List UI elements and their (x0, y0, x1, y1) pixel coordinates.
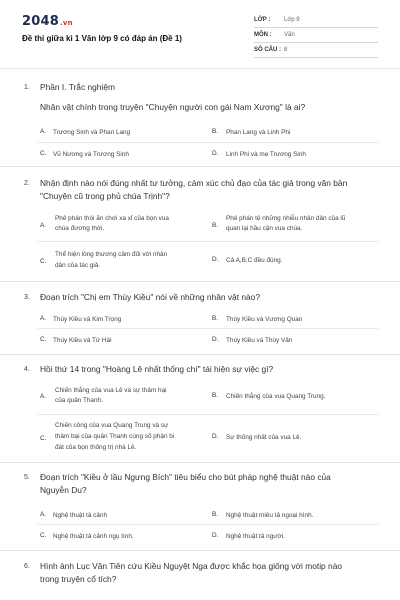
option-c[interactable]: Thúy Kiều và Từ Hải (53, 337, 112, 344)
option-letter: C. (40, 336, 47, 343)
question-number: 1. (24, 84, 30, 91)
info-row-grade (254, 13, 378, 28)
question-text-line: Hình ảnh Lục Vân Tiên cứu Kiều Nguyệt Nga được khắc họa giống với motip nào (40, 561, 343, 571)
question-number: 4. (24, 366, 30, 373)
option-letter: D. (212, 433, 219, 440)
option-c-line[interactable]: Thể hiện lòng thương cảm đối với nhân (55, 251, 168, 258)
option-letter: B. (212, 315, 219, 322)
question-text-line: Nguyễn Du? (40, 485, 87, 495)
page-header (0, 0, 400, 68)
option-a-line[interactable]: chúa đương thời. (55, 225, 105, 232)
question-divider (0, 462, 400, 463)
option-c-line[interactable]: thảm bại của quân Thanh cùng số phận bi (55, 433, 175, 440)
option-letter: D. (212, 256, 219, 263)
question-text: Nhân vật chính trong truyện "Chuyện người con gái Nam Xương" là ai? (40, 102, 306, 112)
option-c-line[interactable]: đát của bọn thống trị nhà Lê. (55, 444, 137, 451)
option-d[interactable]: Nghệ thuật tả người. (226, 533, 285, 540)
option-letter: D. (212, 532, 219, 539)
question-divider (0, 354, 400, 355)
option-letter: C. (40, 150, 47, 157)
question-number: 2. (24, 180, 30, 187)
question-number: 5. (24, 474, 30, 481)
option-c-line[interactable]: Chiến công của vua Quang Trung và sự (55, 422, 169, 429)
option-c[interactable]: Vũ Nương và Trương Sinh (53, 151, 129, 158)
option-letter: B. (212, 511, 219, 518)
site-logo[interactable] (22, 14, 73, 29)
option-d-line[interactable]: Sự thống nhất của vua Lê. (226, 434, 302, 441)
option-letter: B. (212, 222, 219, 229)
page-title: Đề thi giữa kì 1 Văn lớp 9 có đáp án (Đề 1) (22, 34, 182, 43)
question-text-line: Đoạn trích "Kiều ở lầu Ngưng Bích" tiêu biểu cho bút pháp nghệ thuật nào của (40, 472, 331, 482)
option-a-line[interactable]: của quân Thanh. (55, 397, 103, 404)
option-letter: C. (40, 435, 47, 442)
option-b[interactable]: Phan Lang và Linh Phi (226, 129, 291, 136)
question-text: Đoạn trích "Chị em Thúy Kiều" nói về những nhân vật nào? (40, 292, 260, 302)
question-text-line: "Chuyện cũ trong phủ chúa Trịnh"? (40, 191, 170, 201)
question-text-line: trong truyện cổ tích? (40, 574, 117, 584)
logo-text: 2048 (22, 14, 59, 29)
option-a[interactable]: Thúy Kiều và Kim Trọng (53, 316, 122, 323)
info-row-subject (254, 28, 378, 43)
option-b-line[interactable]: Phê phán tệ những nhiễu nhân dân của lũ (226, 215, 346, 222)
question-divider (0, 550, 400, 551)
option-letter: D. (212, 336, 219, 343)
option-c[interactable]: Nghệ thuật tả cảnh ngụ tình. (53, 533, 134, 540)
question-text-line: Nhận định nào nói đúng nhất tư tưởng, cảm xúc chủ đạo của tác giả trong văn bản (40, 178, 348, 188)
option-a-line[interactable]: Chiến thắng của vua Lê và sự thảm hại (55, 387, 167, 394)
info-value: Văn (284, 32, 295, 38)
option-letter: A. (40, 128, 47, 135)
question-text: Hồi thứ 14 trong "Hoàng Lê nhất thống chí" tái hiện sự việc gì? (40, 364, 274, 374)
option-divider (38, 328, 378, 329)
option-a[interactable]: Trương Sinh và Phan Lang (53, 129, 131, 136)
option-a[interactable]: Nghệ thuật tả cảnh (53, 512, 108, 519)
question-divider (0, 281, 400, 282)
info-value: 8 (284, 47, 288, 53)
option-divider (38, 524, 378, 525)
header-divider (0, 68, 400, 69)
option-divider (38, 142, 378, 143)
option-letter: A. (40, 315, 47, 322)
section-title: Phần I. Trắc nghiệm (40, 82, 115, 92)
option-d[interactable]: Thúy Kiều và Thúy Vân (226, 337, 293, 344)
option-letter: A. (40, 393, 47, 400)
option-letter: B. (212, 392, 219, 399)
option-divider (38, 414, 378, 415)
option-c-line[interactable]: dân của tác giả. (55, 262, 101, 269)
option-b-line[interactable]: Chiến thắng của vua Quang Trung. (226, 393, 326, 400)
option-letter: B. (212, 128, 219, 135)
option-b[interactable]: Nghệ thuật miêu tả ngoại hình. (226, 512, 314, 519)
option-d[interactable]: Linh Phi và mẹ Trương Sinh (226, 151, 306, 158)
info-value: Lớp 9 (284, 17, 300, 23)
option-a-line[interactable]: Phê phán thói ăn chơi xa xỉ của bọn vua (55, 215, 169, 222)
question-number: 6. (24, 563, 30, 570)
question-number: 3. (24, 294, 30, 301)
option-divider (38, 241, 378, 242)
option-letter: C. (40, 532, 47, 539)
question-divider (0, 166, 400, 167)
option-d-line[interactable]: Cả A,B,C đều đúng. (226, 257, 283, 264)
option-letter: C. (40, 258, 47, 265)
info-row-count (254, 43, 378, 58)
logo-suffix: .vn (59, 19, 73, 27)
info-label: SỐ CÂU : (254, 47, 281, 53)
info-label: MÔN : (254, 32, 272, 38)
option-letter: A. (40, 511, 47, 518)
option-b[interactable]: Thúy Kiều và Vương Quan (226, 316, 303, 323)
option-b-line[interactable]: quan lại hầu cận vua chúa. (226, 225, 303, 232)
info-label: LỚP : (254, 17, 271, 23)
option-letter: A. (40, 222, 47, 229)
option-letter: D. (212, 150, 219, 157)
